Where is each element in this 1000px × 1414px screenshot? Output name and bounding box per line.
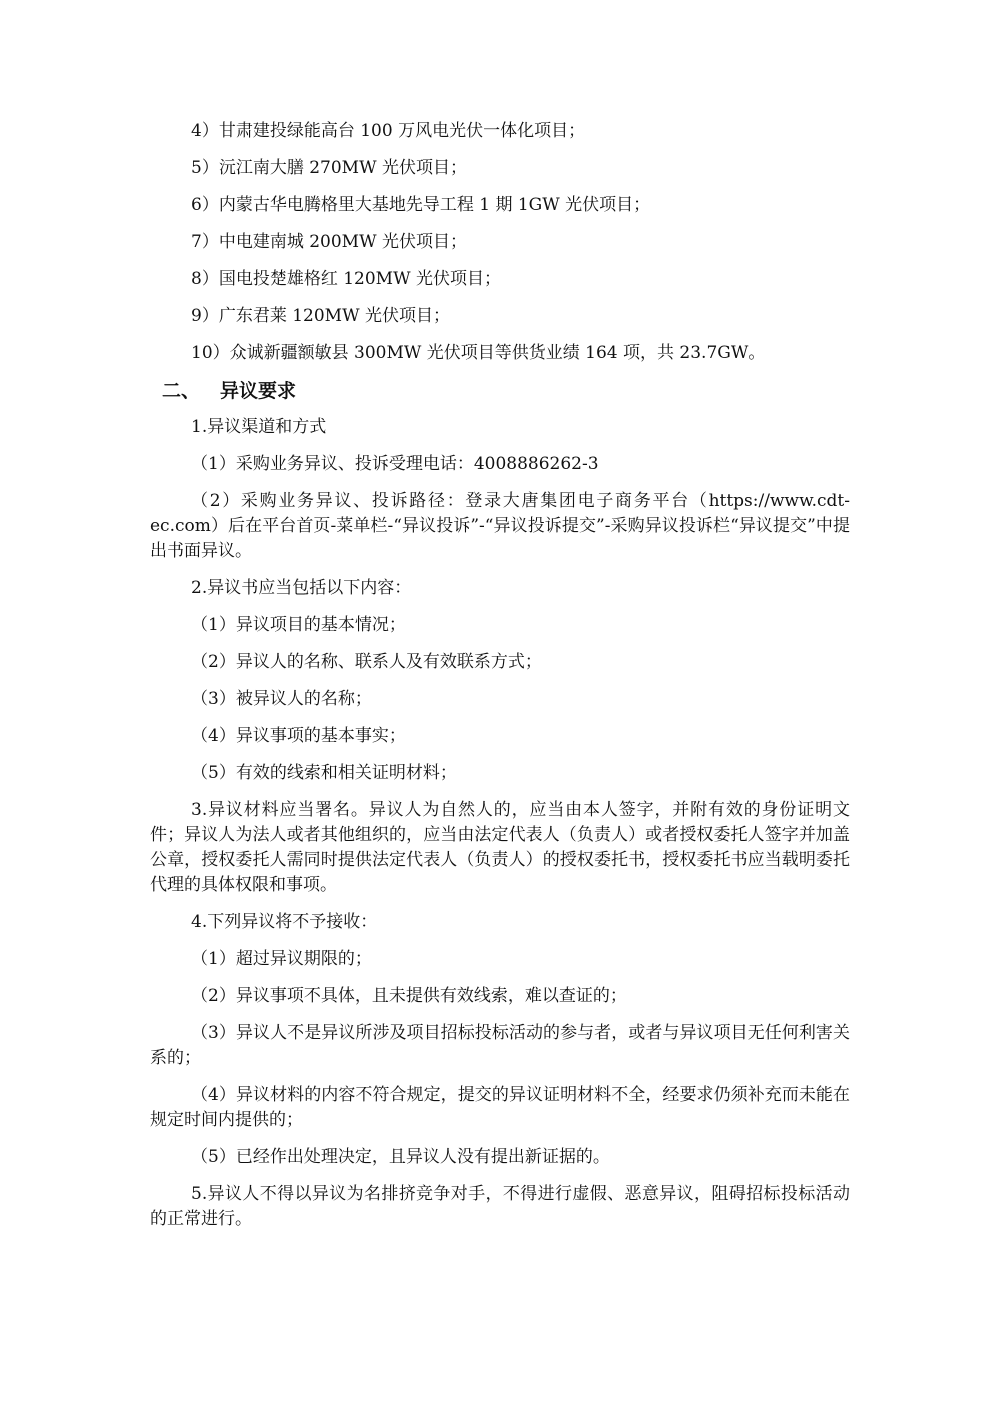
content-requirement-item: （3）被异议人的名称；	[191, 689, 372, 709]
content-requirement-item: （4）异议事项的基本事实；	[191, 726, 406, 746]
rejection-title: 4.下列异议将不予接收：	[191, 912, 378, 932]
document-body	[150, 119, 850, 1232]
project-item-6: 6）内蒙古华电腾格里大基地先导工程 1 期 1GW 光伏项目；	[191, 195, 651, 215]
channel-title: 1.异议渠道和方式	[191, 417, 327, 437]
content-requirement-item: （2）异议人的名称、联系人及有效联系方式；	[191, 652, 542, 672]
final-rule: 5.异议人不得以异议为名排挤竞争对手，不得进行虚假、恶意异议，阻碍招标投标活动的正常进行。	[150, 1184, 850, 1229]
section-number: 二、	[162, 380, 201, 402]
project-item-9: 9）广东君莱 120MW 光伏项目；	[191, 306, 450, 326]
project-item-10: 10）众诚新疆额敏县 300MW 光伏项目等供货业绩 164 项，共 23.7GW。	[191, 343, 766, 363]
channel-path: （2）采购业务异议、投诉路径：登录大唐集团电子商务平台（https://www.cdt-ec.com）后在平台首页-菜单栏-“异议投诉”-“异议投诉提交”-采购异议投诉栏“异议提交”中提出书面异议。	[150, 491, 850, 561]
section-heading	[150, 378, 850, 415]
signature-rule: 3.异议材料应当署名。异议人为自然人的，应当由本人签字，并附有效的身份证明文件；异议人为法人或者其他组织的，应当由法定代表人（负责人）或者授权委托人签字并加盖公章，授权委托人需同时提供法定代表人（负责人）的授权委托书，授权委托书应当载明委托代理的具体权限和事项。	[150, 800, 850, 895]
rejection-item: （4）异议材料的内容不符合规定，提交的异议证明材料不全，经要求仍须补充而未能在规定时间内提供的；	[150, 1085, 850, 1130]
channel-phone: （1）采购业务异议、投诉受理电话：4008886262-3	[191, 454, 599, 474]
rejection-item: （3）异议人不是异议所涉及项目招标投标活动的参与者，或者与异议项目无任何利害关系的；	[150, 1023, 850, 1068]
rejection-item: （2）异议事项不具体，且未提供有效线索，难以查证的；	[191, 986, 627, 1006]
project-item-4: 4）甘肃建投绿能高台 100 万风电光伏一体化项目；	[191, 121, 586, 141]
project-item-7: 7）中电建南城 200MW 光伏项目；	[191, 232, 467, 252]
content-requirement-item: （1）异议项目的基本情况；	[191, 615, 406, 635]
project-item-8: 8）国电投楚雄格红 120MW 光伏项目；	[191, 269, 501, 289]
rejection-item: （1）超过异议期限的；	[191, 949, 372, 969]
content-requirement-item: （5）有效的线索和相关证明材料；	[191, 763, 457, 783]
content-requirements-title: 2.异议书应当包括以下内容：	[191, 578, 412, 598]
rejection-item: （5）已经作出处理决定，且异议人没有提出新证据的。	[191, 1147, 610, 1167]
project-item-5: 5）沅江南大膳 270MW 光伏项目；	[191, 158, 467, 178]
section-title: 异议要求	[220, 380, 297, 402]
